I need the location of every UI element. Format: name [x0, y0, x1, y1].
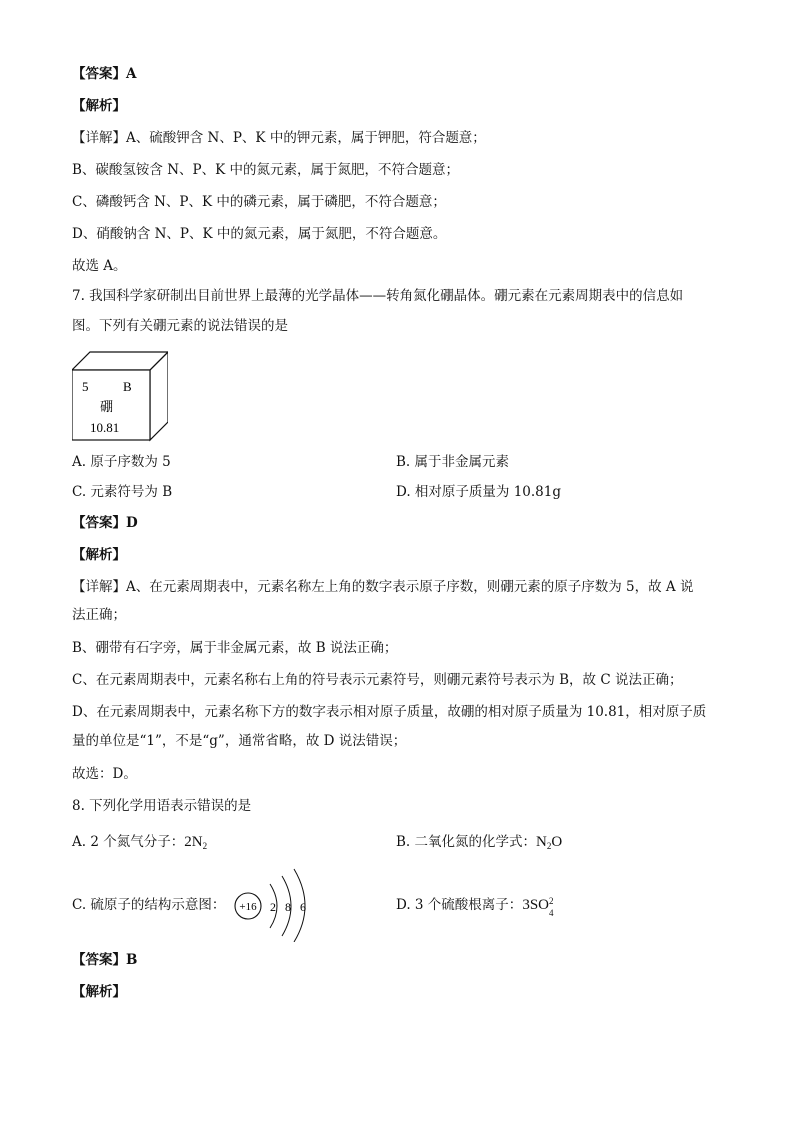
q8-option-a-formula	[184, 834, 207, 850]
element-name: 硼	[100, 400, 114, 415]
q7-detail-line2: 法正确；	[72, 607, 126, 623]
q8-option-c-label: C. 硫原子的结构示意图：	[72, 897, 226, 913]
q7-answer: 【答案】D	[72, 515, 138, 531]
q8-option-a	[72, 832, 207, 856]
q8-option-d-subscript: 4	[549, 908, 554, 918]
q8-option-a-formula-main: 2N	[184, 834, 203, 850]
q8-option-b-label: B. 二氧化氮的化学式：	[396, 834, 537, 850]
element-cube-figure	[72, 350, 168, 442]
q8-option-b-subscript: 2	[546, 841, 552, 851]
q7-stem-line1: 7. 我国科学家研制出目前世界上最薄的光学晶体——转角氮化硼晶体。硼元素在元素周期表中的信息如	[72, 288, 684, 304]
q8-option-a-label: A. 2 个氮气分子：	[72, 834, 185, 850]
q8-option-d-formula	[522, 896, 557, 918]
q6-line-b: B、碳酸氢铵含 N、P、K 中的氮元素，属于氮肥，不符合题意；	[72, 162, 459, 178]
element-atomic-number: 5	[82, 379, 89, 394]
cube-top-face	[72, 352, 168, 370]
q7-line-b: B、硼带有石字旁，属于非金属元素，故 B 说法正确；	[72, 640, 398, 656]
q6-detail: 【详解】A、硫酸钾含 N、P、K 中的钾元素，属于钾肥，符合题意；	[72, 130, 486, 146]
q6-analysis: 【解析】	[72, 98, 126, 114]
q6-line-d: D、硝酸钠含 N、P、K 中的氮元素，属于氮肥，不符合题意。	[72, 226, 447, 242]
sulfur-atom-structure-diagram	[232, 866, 312, 942]
q8-option-b-formula	[536, 834, 562, 850]
atom-nucleus-charge: +16	[239, 901, 257, 913]
element-symbol: B	[123, 379, 132, 394]
q8-option-d-charge-stack	[549, 896, 557, 918]
q8-option-b	[396, 832, 562, 856]
q7-stem-line2: 图。下列有关硼元素的说法错误的是	[72, 318, 288, 334]
q8-option-a-subscript: 2	[202, 841, 208, 851]
q7-option-a: A. 原子序数为 5	[72, 454, 171, 470]
q8-option-d	[396, 895, 557, 918]
q7-line-c: C、在元素周期表中，元素名称右上角的符号表示元素符号，则硼元素符号表示为 B，故 C 说法正确；	[72, 672, 683, 688]
q8-answer: 【答案】B	[72, 952, 138, 968]
q8-option-d-superscript: 2	[549, 896, 554, 906]
q6-answer: 【答案】A	[72, 66, 137, 82]
cube-side-face	[150, 352, 168, 440]
electron-shell-3-count: 6	[300, 900, 306, 914]
q6-conclusion: 故选 A。	[72, 258, 127, 274]
q8-option-d-formula-main: 3SO	[522, 897, 549, 913]
q7-option-c: C. 元素符号为 B	[72, 484, 173, 500]
q8-analysis: 【解析】	[72, 984, 126, 1000]
element-mass: 10.81	[90, 420, 120, 435]
electron-shell-1-count: 2	[270, 900, 276, 914]
q8-option-b-formula-n: N	[536, 834, 547, 850]
q7-line-d1: D、在元素周期表中，元素名称下方的数字表示相对原子质量，故硼的相对原子质量为 10.81，相对原子质	[72, 704, 707, 720]
q8-stem: 8. 下列化学用语表示错误的是	[72, 798, 252, 814]
q6-line-c: C、磷酸钙含 N、P、K 中的磷元素，属于磷肥，不符合题意；	[72, 194, 446, 210]
q8-option-d-label: D. 3 个硫酸根离子：	[396, 897, 523, 913]
q7-detail-line1: 【详解】A、在元素周期表中，元素名称左上角的数字表示原子序数，则硼元素的原子序数为 5，故 A 说	[72, 579, 694, 595]
electron-shell-2-count: 8	[285, 900, 291, 914]
q7-conclusion: 故选：D。	[72, 766, 137, 782]
q7-line-d2: 量的单位是“1”，不是“g”，通常省略，故 D 说法错误；	[72, 733, 407, 749]
q8-option-b-formula-o: O	[551, 834, 563, 850]
q7-analysis: 【解析】	[72, 547, 126, 563]
q7-option-d: D. 相对原子质量为 10.81g	[396, 484, 562, 500]
q7-option-b: B. 属于非金属元素	[396, 454, 510, 470]
